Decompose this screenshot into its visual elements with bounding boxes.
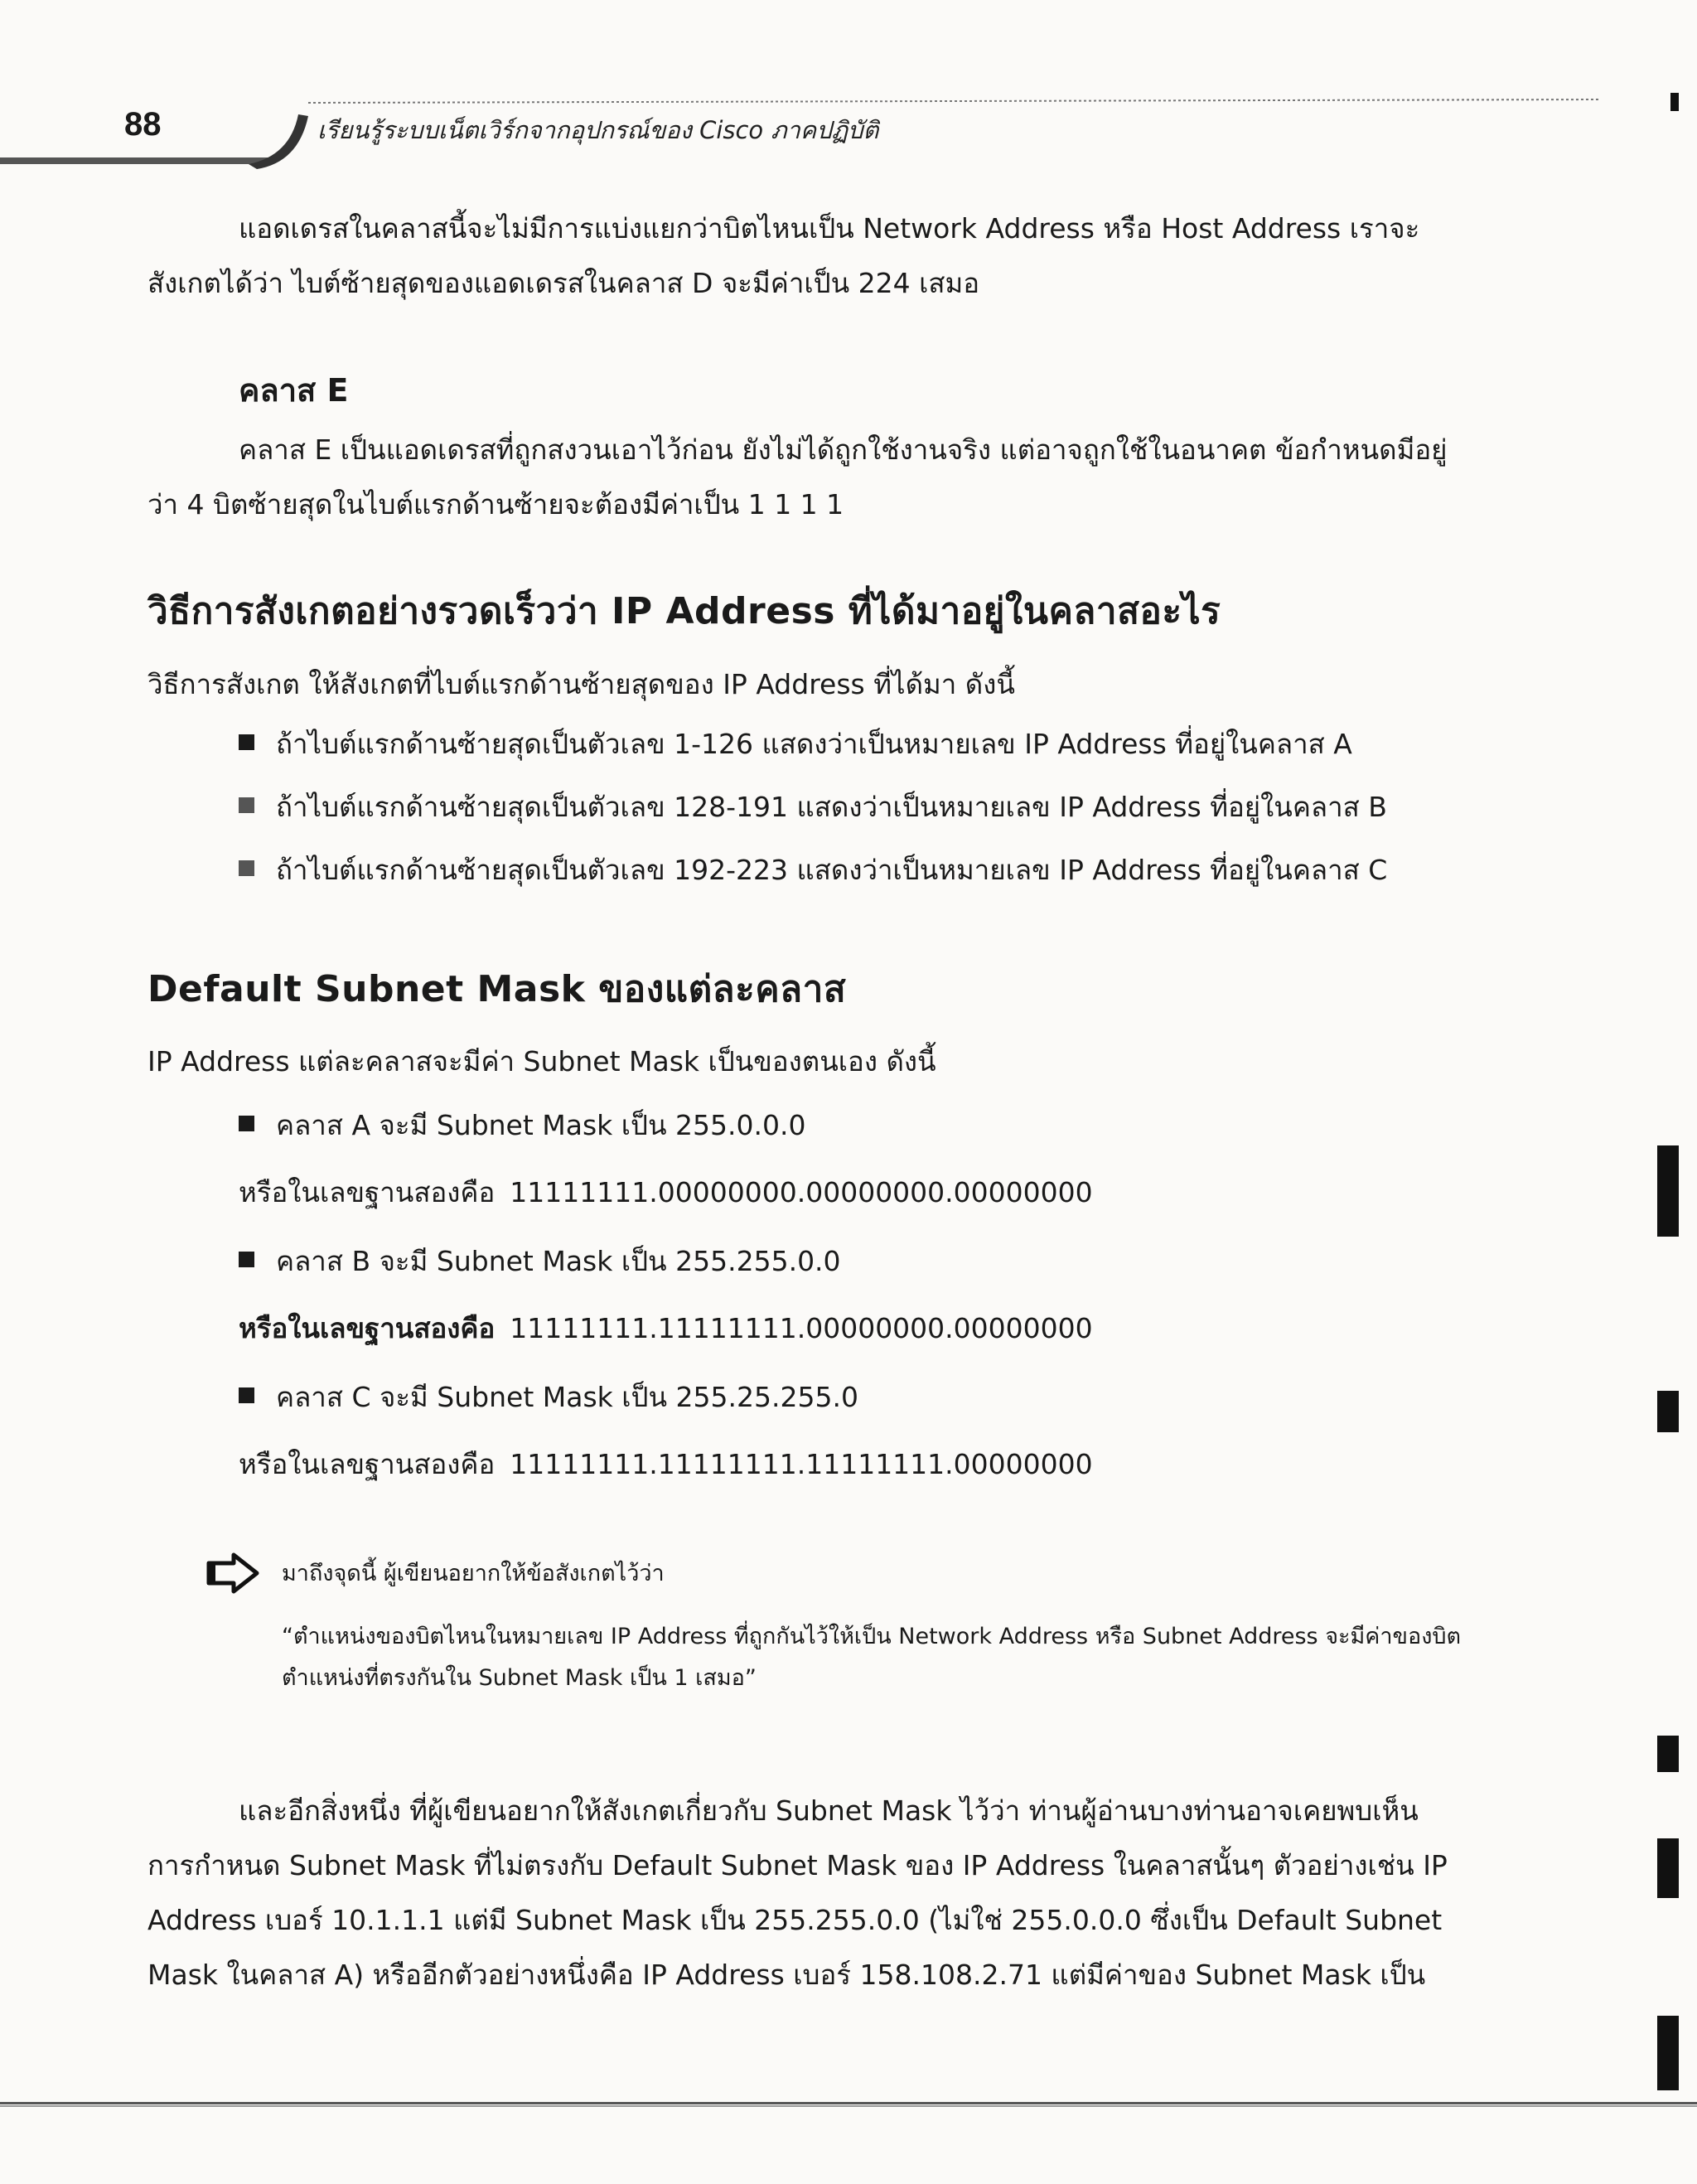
mask-class-text: คลาส C จะมี Subnet Mask เป็น 255.25.255.0 — [276, 1381, 858, 1413]
default-mask-title: Default Subnet Mask ของแต่ละคลาส — [147, 968, 847, 1010]
quick-check-title: วิธีการสังเกตอย่างรวดเร็วว่า IP Address ที่ได้มาอยู่ในคลาสอะไร — [147, 590, 1221, 632]
binary-value: 11111111.11111111.00000000.00000000 — [510, 1312, 1093, 1344]
class-e-body: คลาส E เป็นแอดเดรสที่ถูกสงวนเอาไว้ก่อน ยังไม่ได้ถูกใช้งานจริง แต่อาจถูกใช้ในอนาคต ข้อกำหนดมีอยู่ว่า 4 บิตซ้ายสุดในไบต์แรกด้านซ้ายจะต้องมีค่าเป็น 1 1 1 1 — [147, 433, 1448, 521]
binary-label: หรือในเลขฐานสองคือ — [239, 1312, 496, 1344]
margin-mark — [1657, 1145, 1679, 1237]
binary-row — [239, 1442, 1093, 1486]
mask-class-text: คลาส B จะมี Subnet Mask เป็น 255.255.0.0 — [276, 1245, 841, 1277]
margin-mark — [1657, 1391, 1679, 1432]
bullet-text: ถ้าไบต์แรกด้านซ้ายสุดเป็นตัวเลข 1-126 แสดงว่าเป็นหมายเลข IP Address ที่อยู่ในคลาส A — [276, 728, 1352, 760]
list-item — [239, 791, 1387, 824]
quick-check-lead: วิธีการสังเกต ให้สังเกตที่ไบต์แรกด้านซ้ายสุดของ IP Address ที่ได้มา ดังนี้ — [147, 668, 1015, 700]
note-quote: “ตำแหน่งของบิตไหนในหมายเลข IP Address ที่ถูกกันไว้ให้เป็น Network Address หรือ Subnet Address จะมีค่าของบิตตำแหน่งที่ตรงกันใน Subnet Mask เป็น 1 เสมอ” — [282, 1624, 1462, 1691]
bullet-square-icon — [239, 797, 254, 813]
bullet-text: ถ้าไบต์แรกด้านซ้ายสุดเป็นตัวเลข 128-191 แสดงว่าเป็นหมายเลข IP Address ที่อยู่ในคลาส B — [276, 791, 1387, 823]
page-number: 88 — [124, 106, 162, 143]
note-intro: มาถึงจุดนี้ ผู้เขียนอยากให้ข้อสังเกตไว้ว่า — [282, 1561, 665, 1586]
bullet-text: ถ้าไบต์แรกด้านซ้ายสุดเป็นตัวเลข 192-223 แสดงว่าเป็นหมายเลข IP Address ที่อยู่ในคลาส C — [276, 854, 1388, 886]
bullet-square-icon — [239, 1116, 254, 1131]
binary-value: 11111111.11111111.11111111.00000000 — [510, 1448, 1093, 1480]
binary-value: 11111111.00000000.00000000.00000000 — [510, 1176, 1093, 1208]
list-item — [239, 854, 1387, 887]
bullet-square-icon — [239, 1252, 254, 1267]
book-title: เรียนรู้ระบบเน็ตเวิร์กจากอุปกรณ์ของ Cisco ภาคปฏิบัติ — [317, 116, 879, 144]
binary-row — [239, 1306, 1093, 1350]
author-note — [205, 1542, 1462, 1724]
closing-paragraph: และอีกสิ่งหนึ่ง ที่ผู้เขียนอยากให้สังเกตเกี่ยวกับ Subnet Mask ไว้ว่า ท่านผู้อ่านบางท่านอาจเคยพบเห็นการกำหนด Subnet Mask ที่ไม่ตรงกับ Default Subnet Mask ของ IP Address ในคลาสนั้นๆ ตัวอย่างเช่น IP Address เบอร์ 10.1.1.1 แต่มี Subnet Mask เป็น 255.255.0.0 (ไม่ใช่ 255.0.0.0 ซึ่งเป็น Default Subnet Mask ในคลาส A) หรืออีกตัวอย่างหนึ่งคือ IP Address เบอร์ 158.108.2.71 แต่มีค่าของ Subnet Mask เป็น — [147, 1794, 1448, 1991]
list-item — [239, 1381, 858, 1414]
binary-label: หรือในเลขฐานสองคือ — [239, 1176, 496, 1208]
margin-mark — [1657, 1736, 1679, 1772]
footer-rule — [0, 2102, 1697, 2109]
class-e-heading: คลาส E — [239, 372, 349, 409]
page-header — [0, 98, 1599, 172]
hand-pointing-icon — [205, 1552, 260, 1595]
margin-mark — [1657, 2016, 1679, 2090]
bullet-square-icon — [239, 860, 254, 876]
list-item — [239, 1109, 806, 1142]
list-item — [239, 1245, 841, 1278]
default-mask-lead: IP Address แต่ละคลาสจะมีค่า Subnet Mask เป็นของตนเอง ดังนี้ — [147, 1045, 936, 1077]
margin-mark — [1657, 1838, 1679, 1898]
margin-mark — [1670, 93, 1679, 111]
list-item — [239, 728, 1352, 761]
mask-class-text: คลาส A จะมี Subnet Mask เป็น 255.0.0.0 — [276, 1109, 806, 1141]
bullet-square-icon — [239, 1387, 254, 1403]
bullet-square-icon — [239, 734, 254, 750]
binary-label: หรือในเลขฐานสองคือ — [239, 1448, 496, 1480]
binary-row — [239, 1170, 1093, 1214]
intro-paragraph: แอดเดรสในคลาสนี้จะไม่มีการแบ่งแยกว่าบิตไหนเป็น Network Address หรือ Host Address เราจะสังเกตได้ว่า ไบต์ซ้ายสุดของแอดเดรสในคลาส D จะมีค่าเป็น 224 เสมอ — [147, 212, 1420, 299]
